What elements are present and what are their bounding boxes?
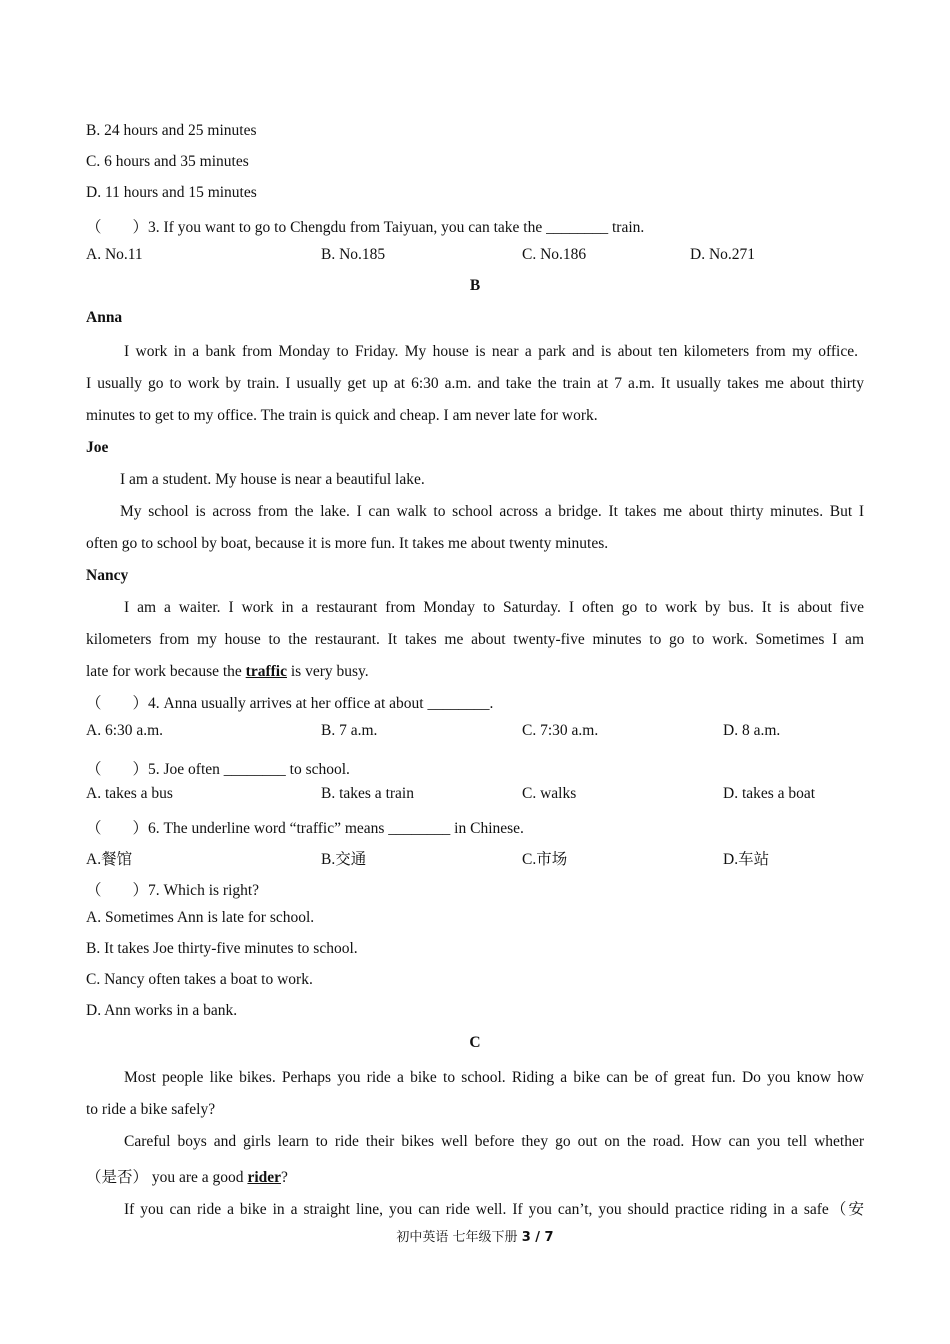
c-paragraph-1-line-1: Most people like bikes. Perhaps you ride a bike to school. Riding a bike can be of great fun. Do you know how <box>124 1069 864 1086</box>
rider-underlined-word: rider <box>247 1169 282 1186</box>
c-paragraph-2-line-1: Careful boys and girls learn to ride their bikes well before they go out on the road. How can you tell whether <box>124 1133 864 1150</box>
joe-paragraph-1: I am a student. My house is near a beautiful lake. <box>120 471 425 488</box>
q4-option-c: C. 7:30 a.m. <box>522 722 599 739</box>
q4-option-b: B. 7 a.m. <box>321 722 378 739</box>
c-paragraph-1-line-2: to ride a bike safely? <box>86 1101 216 1118</box>
q2-option-d: D. 11 hours and 15 minutes <box>86 184 257 201</box>
joe-line-1: My school is across from the lake. I can walk to school across a bridge. It takes me about thirty minutes. But I <box>120 503 864 520</box>
c-paragraph-3-line-1: If you can ride a bike in a straight line, you can ride well. If you can’t, you should practice riding in a safe（安 <box>124 1201 864 1218</box>
q6-option-b: B.交通 <box>321 851 367 868</box>
page-footer <box>0 1226 950 1245</box>
section-b-heading: B <box>469 277 481 294</box>
c-paragraph-2-line-2-post: ? <box>281 1169 288 1186</box>
q7-option-b: B. It takes Joe thirty-five minutes to school. <box>86 940 358 957</box>
anna-name: Anna <box>86 309 123 326</box>
anna-line-1: I work in a bank from Monday to Friday. My house is near a park and is about ten kilometers from my office. <box>124 343 858 360</box>
q5-option-d: D. takes a boat <box>723 785 816 802</box>
section-c-heading: C <box>469 1034 481 1051</box>
nancy-line-3 <box>86 663 369 681</box>
question-5: （ ）5. Joe often ________ to school. <box>86 761 350 778</box>
footer-label: 初中英语 七年级下册 <box>396 1230 522 1245</box>
question-6: （ ）6. The underline word “traffic” means ________ in Chinese. <box>86 820 524 837</box>
question-4: （ ）4. Anna usually arrives at her office at about ________. <box>86 695 494 712</box>
q2-option-b: B. 24 hours and 25 minutes <box>86 122 257 139</box>
q3-option-c: C. No.186 <box>522 246 587 263</box>
nancy-line-2: kilometers from my house to the restaurant. It takes me about twenty-five minutes to go to work. Sometimes I am <box>86 631 864 648</box>
q6-option-d: D.车站 <box>723 851 770 868</box>
q5-option-a: A. takes a bus <box>86 785 173 802</box>
q4-option-d: D. 8 a.m. <box>723 722 781 739</box>
c-paragraph-2-line-2-pre: （是否） you are a good <box>86 1169 248 1186</box>
q2-option-c: C. 6 hours and 35 minutes <box>86 153 249 170</box>
nancy-line-1: I am a waiter. I work in a restaurant from Monday to Saturday. I often go to work by bus. It is about five <box>124 599 864 616</box>
q5-option-b: B. takes a train <box>321 785 414 802</box>
q7-option-a: A. Sometimes Ann is late for school. <box>86 909 315 926</box>
q6-option-a: A.餐馆 <box>86 851 133 868</box>
q3-option-a: A. No.11 <box>86 246 143 263</box>
q3-option-d: D. No.271 <box>690 246 756 263</box>
anna-line-2: I usually go to work by train. I usually get up at 6:30 a.m. and take the train at 7 a.m. It usually takes me about thirty <box>86 375 864 392</box>
nancy-line-3-pre: late for work because the <box>86 663 246 680</box>
traffic-underlined-word: traffic <box>245 663 287 680</box>
q6-option-c: C.市场 <box>522 851 568 868</box>
q7-option-c: C. Nancy often takes a boat to work. <box>86 971 313 988</box>
q4-option-a: A. 6:30 a.m. <box>86 722 164 739</box>
q3-option-b: B. No.185 <box>321 246 386 263</box>
question-3: （ ）3. If you want to go to Chengdu from Taiyuan, you can take the ________ train. <box>86 219 645 236</box>
q7-option-d: D. Ann works in a bank. <box>86 1002 238 1019</box>
page-number: 3 / 7 <box>521 1230 554 1245</box>
anna-line-3: minutes to get to my office. The train is quick and cheap. I am never late for work. <box>86 407 598 424</box>
nancy-name: Nancy <box>86 567 129 584</box>
c-paragraph-2-line-2 <box>86 1165 288 1187</box>
joe-name: Joe <box>86 439 109 456</box>
nancy-line-3-post: is very busy. <box>286 663 369 680</box>
question-7: （ ）7. Which is right? <box>86 882 260 899</box>
joe-line-2: often go to school by boat, because it is more fun. It takes me about twenty minutes. <box>86 535 609 552</box>
q5-option-c: C. walks <box>522 785 577 802</box>
